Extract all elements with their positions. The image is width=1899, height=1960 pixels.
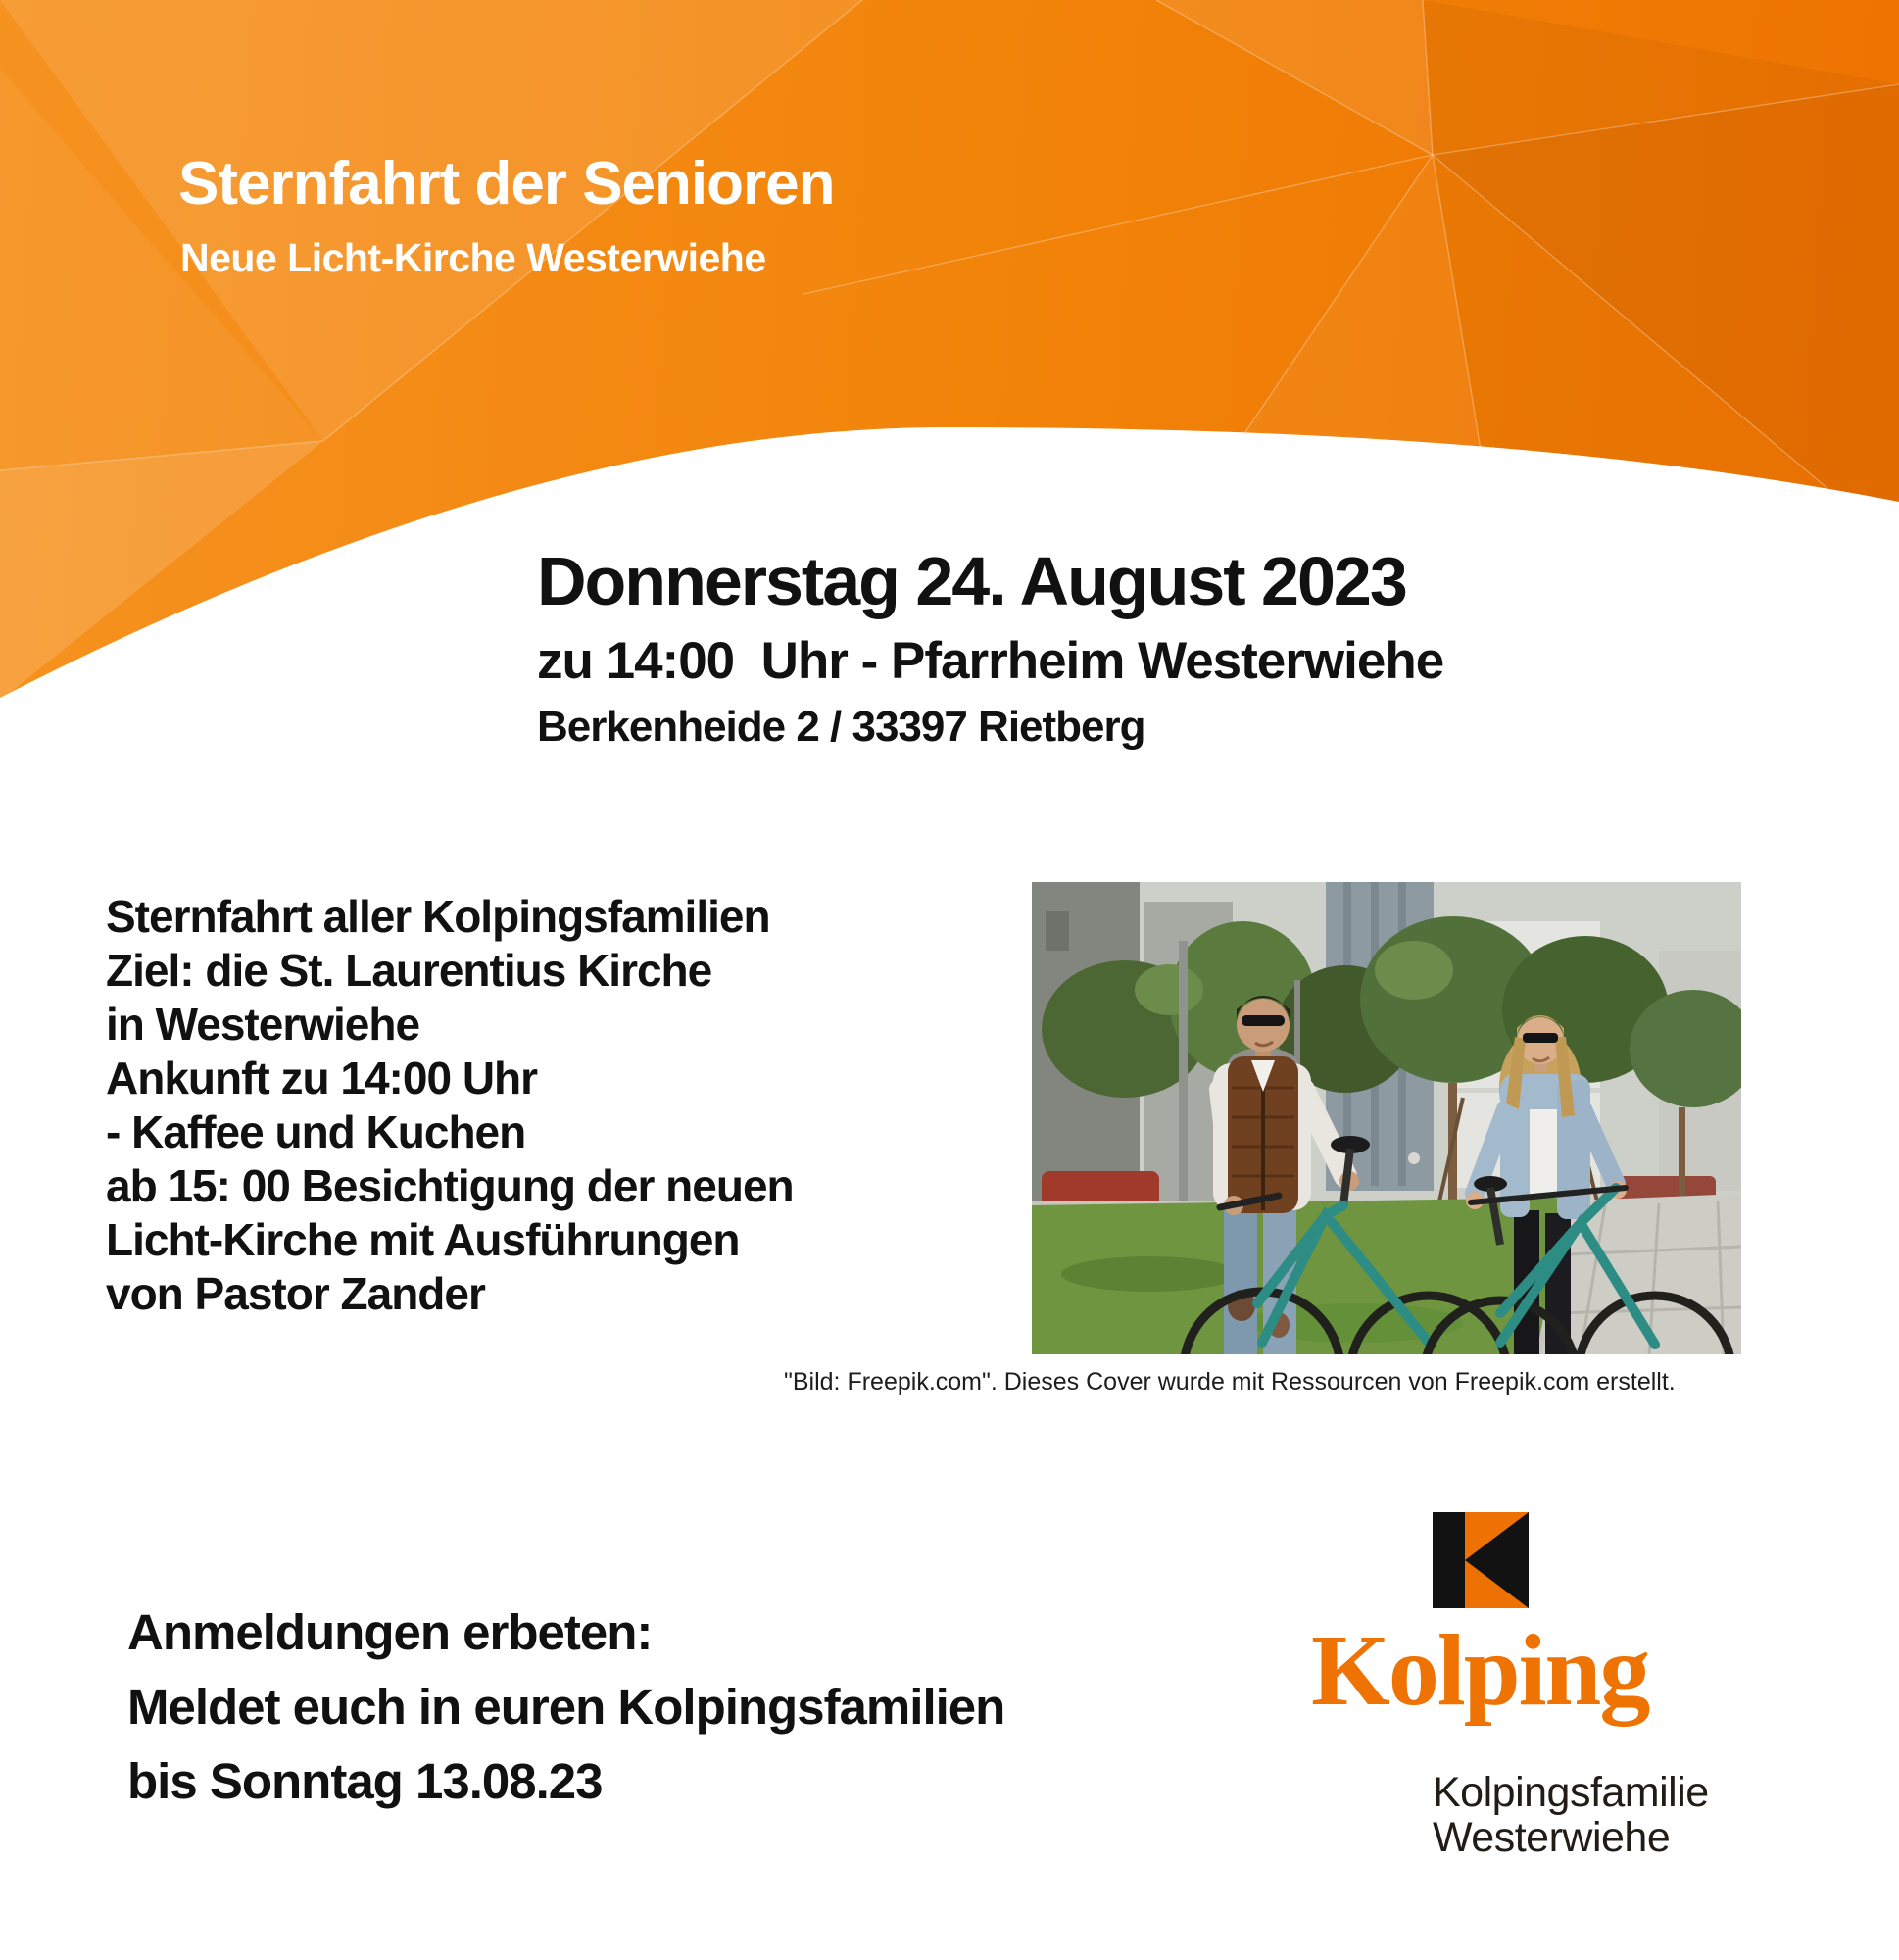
organization-line: Westerwiehe xyxy=(1433,1814,1671,1861)
event-address: Berkenheide 2 / 33397 Rietberg xyxy=(537,703,1145,751)
organization-name xyxy=(1433,1770,1709,1860)
details-line: von Pastor Zander xyxy=(106,1268,485,1319)
details-line: Ziel: die St. Laurentius Kirche xyxy=(106,945,712,996)
details-line: ab 15: 00 Besichtigung der neuen xyxy=(106,1160,794,1211)
event-time-place: zu 14:00 Uhr - Pfarrheim Westerwiehe xyxy=(537,632,1444,690)
registration-block xyxy=(127,1595,1004,1819)
page-title: Sternfahrt der Senioren xyxy=(178,150,835,218)
event-details-block xyxy=(106,890,794,1321)
couple-bicycles-scene xyxy=(1032,882,1741,1354)
registration-line: bis Sonntag 13.08.23 xyxy=(127,1753,603,1809)
registration-line: Meldet euch in euren Kolpingsfamilien xyxy=(127,1679,1005,1735)
organization-line: Kolpingsfamilie xyxy=(1433,1769,1709,1816)
details-line: Ankunft zu 14:00 Uhr xyxy=(106,1053,538,1103)
kolping-logo-icon xyxy=(1433,1512,1529,1608)
details-line: Sternfahrt aller Kolpingsfamilien xyxy=(106,891,770,942)
details-line: Licht-Kirche mit Ausführungen xyxy=(106,1214,740,1265)
photo-caption: "Bild: Freepik.com". Dieses Cover wurde mit Ressourcen von Freepik.com erstellt. xyxy=(784,1368,1676,1396)
details-line: in Westerwiehe xyxy=(106,999,420,1050)
event-photo xyxy=(1032,882,1741,1354)
details-line: - Kaffee und Kuchen xyxy=(106,1106,526,1157)
kolping-wordmark: Kolping xyxy=(1311,1614,1649,1727)
event-date: Donnerstag 24. August 2023 xyxy=(537,543,1406,619)
page-subtitle: Neue Licht-Kirche Westerwiehe xyxy=(180,235,766,280)
registration-line: Anmeldungen erbeten: xyxy=(127,1604,653,1660)
event-info-block xyxy=(537,543,1444,752)
